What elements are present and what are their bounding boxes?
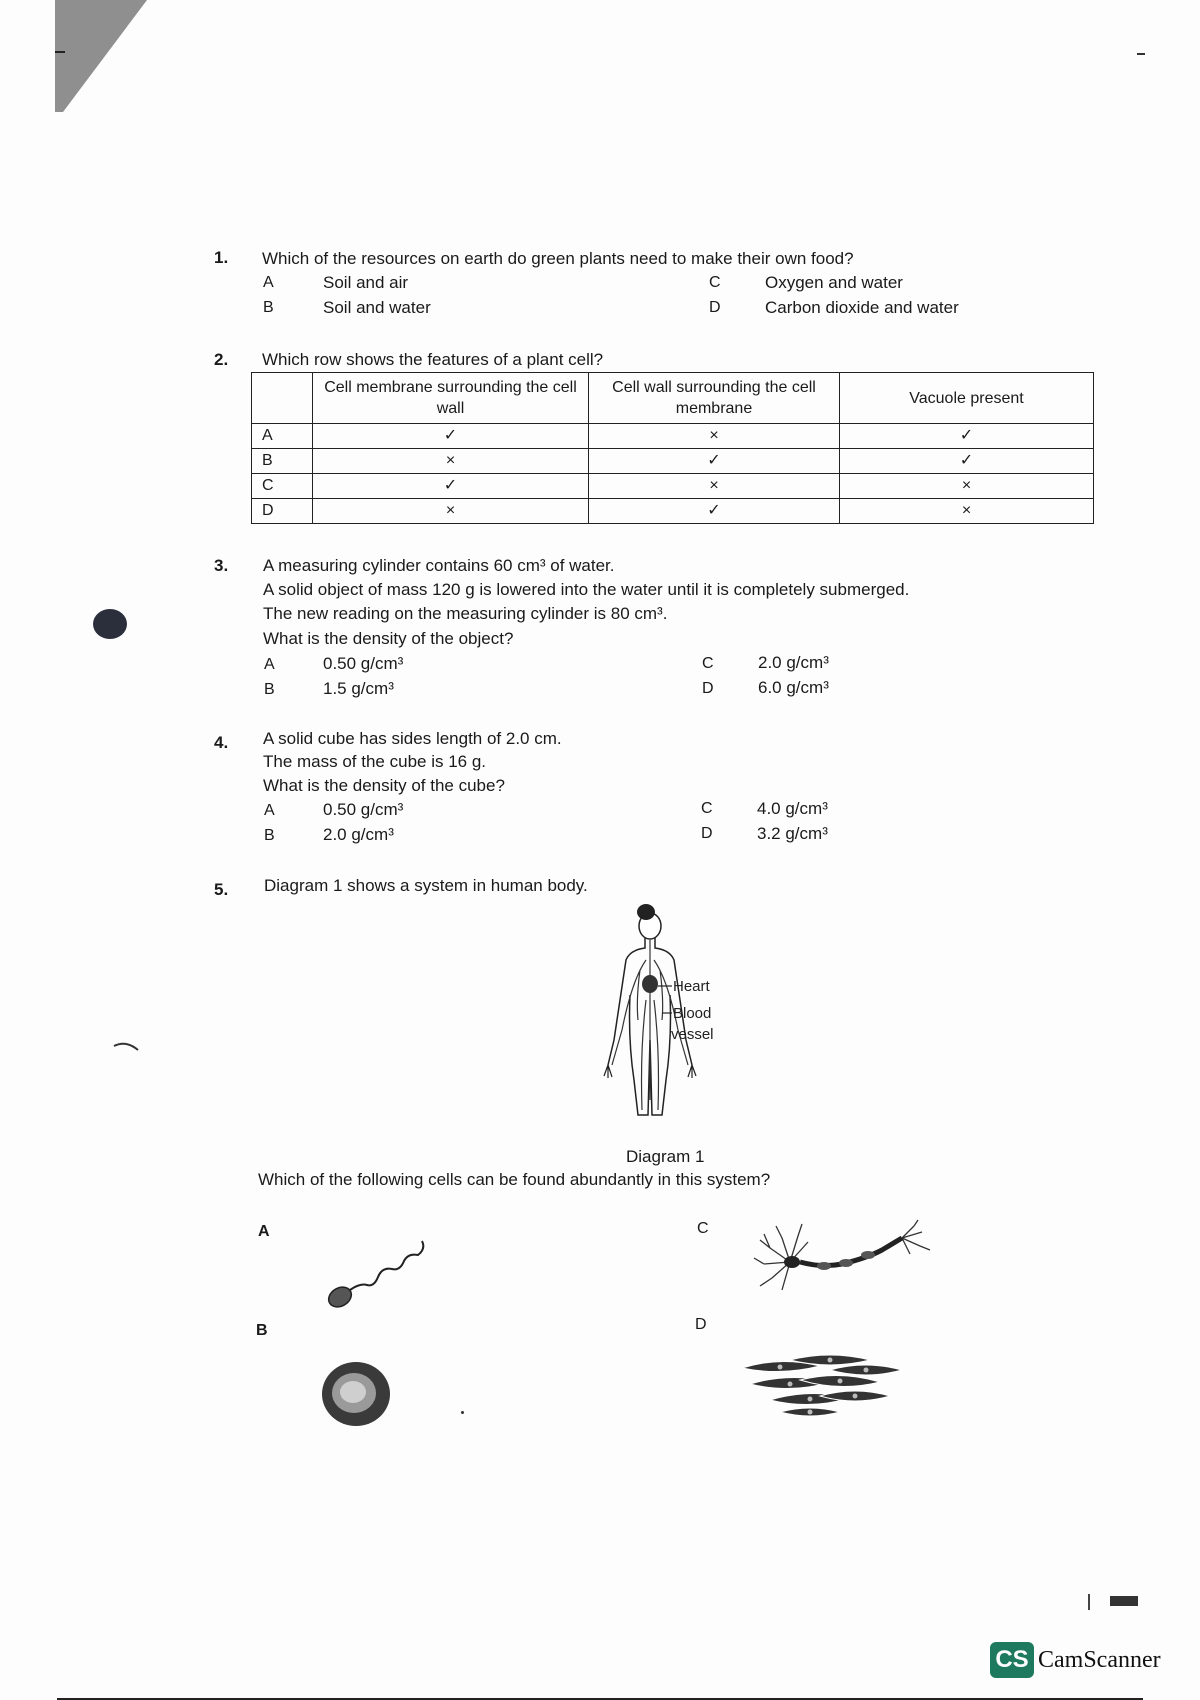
- table-row: [252, 474, 1094, 499]
- circulatory-system-diagram: [600, 900, 790, 1125]
- table-cell: ✓: [840, 424, 1094, 449]
- option-letter: B: [263, 299, 274, 316]
- option-text: Soil and water: [323, 298, 431, 317]
- option-letter: D: [695, 1316, 707, 1333]
- plant-cell-table: [251, 372, 1094, 524]
- red-blood-cell-picture: [318, 1358, 394, 1430]
- table-header: Vacuole present: [840, 373, 1094, 424]
- scan-mark: [1088, 1594, 1090, 1610]
- scan-mark: [1137, 53, 1145, 55]
- question-stem: Which row shows the features of a plant cell?: [262, 350, 604, 369]
- sperm-cell-picture: [322, 1235, 432, 1315]
- row-label: C: [252, 474, 313, 499]
- table-cell: ✓: [313, 424, 589, 449]
- option-text: 0.50 g/cm³: [323, 654, 404, 673]
- option-letter: C: [702, 655, 714, 672]
- option-letter: B: [256, 1322, 268, 1339]
- question-number: 2.: [214, 350, 229, 369]
- diagram-caption: Diagram 1: [626, 1147, 705, 1166]
- option-letter: C: [701, 800, 713, 817]
- nerve-cell-picture: [752, 1218, 937, 1303]
- option-letter: B: [264, 827, 275, 844]
- row-label: D: [252, 499, 313, 524]
- option-text: 3.2 g/cm³: [757, 824, 828, 843]
- scan-corner-artifact: [55, 0, 155, 115]
- option-text: 1.5 g/cm³: [323, 679, 394, 698]
- muscle-cells-picture: [740, 1350, 905, 1420]
- table-cell: ×: [840, 499, 1094, 524]
- table-cell: ×: [313, 499, 589, 524]
- question-number: 4.: [214, 733, 229, 752]
- option-letter: B: [264, 681, 275, 698]
- question-stem-line: A solid cube has sides length of 2.0 cm.: [263, 729, 562, 748]
- diagram-label-heart: Heart: [673, 978, 710, 995]
- option-text: Oxygen and water: [765, 273, 903, 292]
- table-cell: ✓: [313, 474, 589, 499]
- option-letter: C: [709, 274, 721, 291]
- option-letter: D: [709, 299, 721, 316]
- table-cell: ×: [589, 424, 840, 449]
- camscanner-name: CamScanner: [1038, 1646, 1161, 1673]
- question-stem: Which of the resources on earth do green plants need to make their own food?: [262, 249, 854, 268]
- camscanner-watermark: [990, 1642, 1161, 1678]
- option-text: 4.0 g/cm³: [757, 799, 828, 818]
- option-letter: A: [258, 1223, 270, 1240]
- table-row: [252, 499, 1094, 524]
- table-cell: ×: [840, 474, 1094, 499]
- table-cell: ×: [313, 449, 589, 474]
- table-cell: ✓: [840, 449, 1094, 474]
- table-header-row: [252, 373, 1094, 424]
- table-header: Cell membrane surrounding the cell wall: [313, 373, 589, 424]
- question-number: 3.: [214, 556, 229, 575]
- option-letter: C: [697, 1220, 709, 1237]
- question-stem-line: What is the density of the object?: [263, 629, 514, 648]
- option-letter: D: [701, 825, 713, 842]
- option-text: 2.0 g/cm³: [758, 653, 829, 672]
- question-stem: Diagram 1 shows a system in human body.: [264, 876, 588, 895]
- question-stem-line: A solid object of mass 120 g is lowered into the water until it is completely submerged.: [263, 580, 910, 599]
- table-row: [252, 449, 1094, 474]
- option-letter: A: [264, 656, 275, 673]
- diagram-label-blood: Blood: [673, 1005, 712, 1022]
- row-label: A: [252, 424, 313, 449]
- option-text: 2.0 g/cm³: [323, 825, 394, 844]
- option-letter: A: [263, 274, 274, 291]
- camscanner-logo: CS: [990, 1642, 1034, 1678]
- option-text: Carbon dioxide and water: [765, 298, 959, 317]
- option-letter: A: [264, 802, 275, 819]
- punch-hole: [93, 609, 127, 639]
- option-text: 6.0 g/cm³: [758, 678, 829, 697]
- question-followup: Which of the following cells can be found abundantly in this system?: [258, 1170, 771, 1189]
- question-stem-line: The mass of the cube is 16 g.: [263, 752, 487, 771]
- diagram-label-vessel: vessel: [671, 1026, 714, 1043]
- question-number: 1.: [214, 248, 229, 267]
- question-stem-line: A measuring cylinder contains 60 cm³ of water.: [263, 556, 615, 575]
- table-header: Cell wall surrounding the cell membrane: [589, 373, 840, 424]
- option-letter: D: [702, 680, 714, 697]
- scan-dot: [461, 1411, 464, 1414]
- row-label: B: [252, 449, 313, 474]
- table-cell: ×: [589, 474, 840, 499]
- table-row: [252, 424, 1094, 449]
- scan-mark: [112, 1038, 142, 1058]
- option-text: Soil and air: [323, 273, 409, 292]
- table-cell: ✓: [589, 449, 840, 474]
- question-stem-line: The new reading on the measuring cylinder is 80 cm³.: [263, 604, 668, 623]
- option-text: 0.50 g/cm³: [323, 800, 404, 819]
- table-cell: ✓: [589, 499, 840, 524]
- question-number: 5.: [214, 880, 229, 899]
- table-corner: [252, 373, 313, 424]
- question-stem-line: What is the density of the cube?: [263, 776, 505, 795]
- scan-mark: [1110, 1596, 1138, 1606]
